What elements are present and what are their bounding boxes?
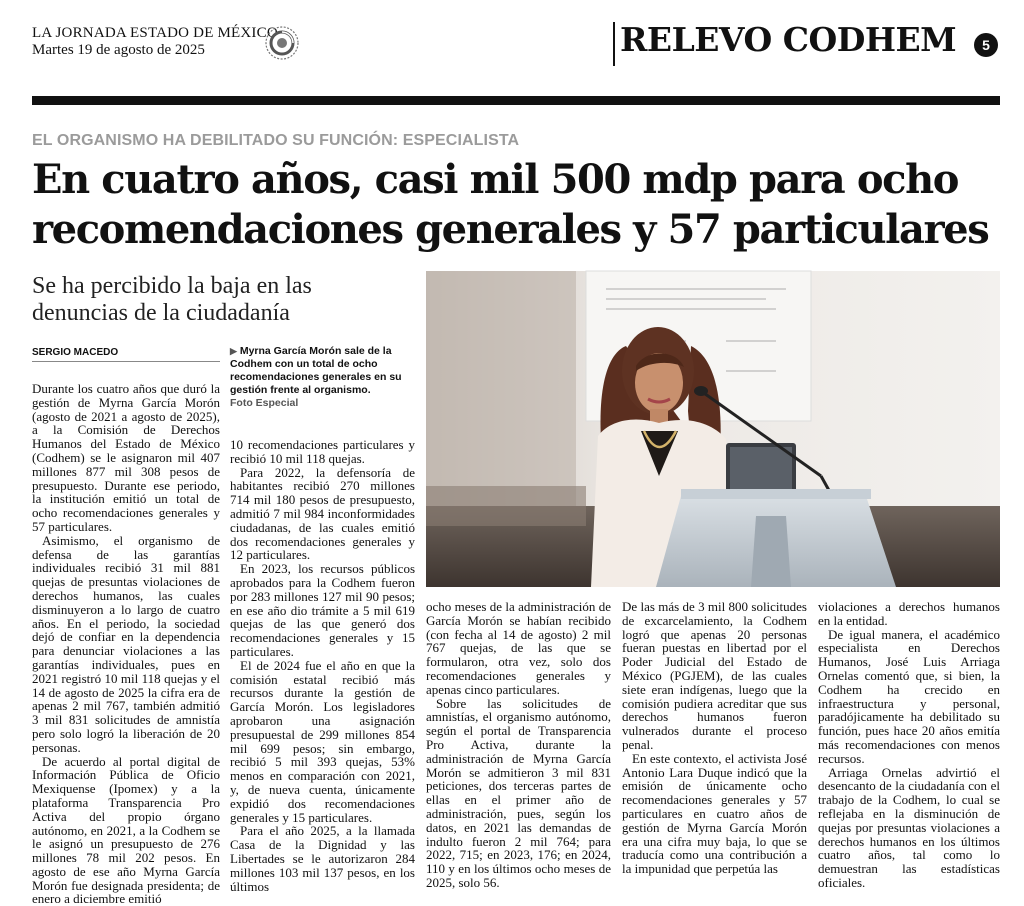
- article-column-1: [32, 382, 220, 906]
- caption-text: Myrna García Morón sale de la Codhem con un total de ocho recomendaciones generales en su gestión frente al organismo.: [230, 345, 402, 396]
- article-column-3: [426, 600, 611, 890]
- paragraph: Asimismo, el organismo de defensa de las garantías individuales recibió 31 mil 881 quejas de presuntas violaciones de derechos humanos, las cuales disminuyeron a lo largo de cuatro años. En el periodo, la sociedad dejó de confiar en la dependencia para denunciar violaciones a las garantías individuales, pues en 2021 registró 10 mil 118 quejas y el 14 de agosto de 2025 la cifra era de apenas 2 mil 767, también admitió 3 mil 831 solicitudes de amnistía pero solo logró la liberación de 20 personas.: [32, 532, 220, 755]
- paragraph: Para 2022, la defensoría de habitantes recibió 270 millones 714 mil 180 pesos de presupuesto, admitió 7 mil 984 inconformidades ciudadanas, de las cuales emitió dos recomendaciones generales y 12 particulares.: [230, 464, 415, 563]
- kicker: EL ORGANISMO HA DEBILITADO SU FUNCIÓN: ESPECIALISTA: [32, 132, 520, 149]
- paragraph: De igual manera, el académico especialista en Derechos Humanos, José Luis Arriaga Ornelas comentó que, si bien, la Codhem ha crecido en infraestructura y personal, paradójicamente ha debilitado su función, pues hace 20 años emitía más recomendaciones con menos recursos.: [818, 626, 1000, 766]
- page-number-badge: 5: [974, 33, 998, 57]
- paragraph: En 2023, los recursos públicos aprobados para la Codhem fueron por 283 millones 127 mil 90 pesos; en ese año dio trámite a 5 mil 619 quejas de las que generó dos recomendaciones generales y 15 particulares.: [230, 561, 415, 659]
- paragraph: De acuerdo al portal digital de Información Pública de Oficio Mexiquense (Ipomex) y a la plataforma Transparencia Pro Activa del propio órgano autónomo, en 2021, a la Codhem se le asignó un presupuesto de 276 millones 78 mil 202 pesos. En agosto de ese año Myrna García Morón fue designada presidenta; de enero a diciembre emitió: [32, 753, 220, 906]
- paragraph: Arriaga Ornelas advirtió el desencanto de la ciudadanía con el trabajo de la Codhem, lo cual se reflejaba en la disminución de quejas por presuntas violaciones a derechos humanos en los últimos cuatro años, tal como lo demuestran las estadísticas oficiales.: [818, 764, 1000, 890]
- article-column-2: [230, 438, 415, 893]
- paragraph: Para el año 2025, a la llamada Casa de la Dignidad y las Libertades se le autorizaron 284 millones 103 mil 137 pesos, en los últimos: [230, 823, 415, 894]
- photo-credit: Foto Especial: [230, 397, 299, 409]
- section-title: RELEVO CODHEM: [620, 20, 957, 59]
- publication-date: Martes 19 de agosto de 2025: [32, 42, 205, 58]
- byline: SERGIO MACEDO: [32, 347, 119, 358]
- paragraph: Sobre las solicitudes de amnistías, el organismo autónomo, según el portal de Transparencia Pro Activa, durante la administración de Myrna García Morón se admitieron 3 mil 831 peticiones, dos terceras partes de ellas en el primer año de administración, pues, según los datos, en 2021 las demandas de indulto fueron 2 mil 764; para 2022, 715; en 2023, 176; en 2024, 110 y en los últimos ocho meses de 2025, solo 56.: [426, 695, 611, 890]
- article-column-4: [622, 600, 807, 876]
- article-column-5: [818, 600, 1000, 890]
- photo-caption: [230, 345, 415, 410]
- newspaper-name: LA JORNADA ESTADO DE MÉXICO: [32, 25, 278, 41]
- header-rule: [32, 96, 1000, 105]
- paragraph: En este contexto, el activista José Antonio Lara Duque indicó que la emisión de únicamente ocho recomendaciones generales y 57 particulares en cuatro años de gestión de Myrna García Morón era una cifra muy baja, lo que se traducía como una contribución a la impunidad que perpetúa las: [622, 750, 807, 877]
- paragraph: Durante los cuatro años que duró la gestión de Myrna García Morón (agosto de 2021 a agosto de 2025), a la Comisión de Derechos Humanos del Estado de México (Codhem) se le asignaron mil 407 millones 877 mil 308 pesos de presupuesto. Durante ese periodo, la institución emitió un total de ocho recomendaciones generales y 57 particulares.: [32, 381, 220, 534]
- newspaper-logo-icon: [264, 25, 300, 61]
- paragraph: violaciones a derechos humanos en la entidad.: [818, 599, 1000, 628]
- paragraph: ocho meses de la administración de García Morón se habían recibido (con fecha al 14 de agosto) 2 mil 767 quejas, de las que se formularon, otra vez, solo dos recomendaciones generales y apenas cinco particulares.: [426, 599, 611, 697]
- paragraph: 10 recomendaciones particulares y recibió 10 mil 118 quejas.: [230, 437, 415, 466]
- subheadline: Se ha percibido la baja en las denuncias de la ciudadanía: [32, 273, 312, 326]
- masthead-info: [32, 25, 278, 59]
- paragraph: El de 2024 fue el año en que la comisión estatal recibió más recursos durante la gestión de García Morón. Los legisladores aprobaron una asignación presupuestal de 299 millones 854 mil 699 pesos; sin embargo, recibió 5 mil 393 quejas, 53% menos en comparación con 2021, y, de nueva cuenta, únicamente expidió dos recomendaciones generales y 15 particulares.: [230, 657, 415, 825]
- masthead-divider: [613, 22, 615, 66]
- caption-arrow-icon: ▶: [230, 346, 237, 356]
- byline-rule: [32, 361, 220, 362]
- paragraph: De las más de 3 mil 800 solicitudes de excarcelamiento, la Codhem logró que apenas 20 personas fueran puestas en libertad por el Poder Judicial del Estado de México (PGJEM), de las cuales siete eran indígenas, luego que la comisión pudiera acreditar que sus derechos humanos fueron vulnerados durante el proceso penal.: [622, 599, 807, 752]
- headline: En cuatro años, casi mil 500 mdp para ocho recomendaciones generales y 57 particulares: [32, 156, 989, 253]
- article-photo: [426, 271, 1000, 587]
